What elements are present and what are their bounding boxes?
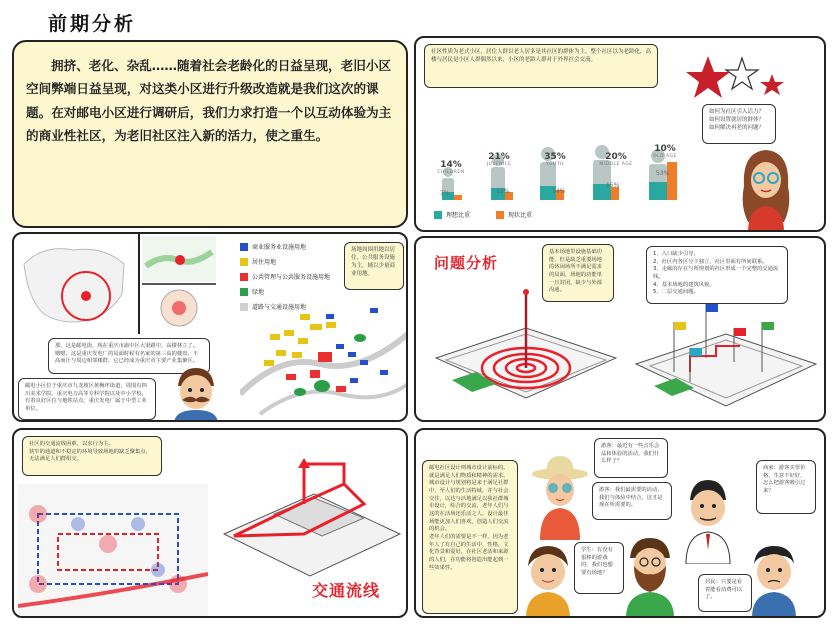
landuse-green: 绿地 [240, 287, 330, 296]
bearded-man-character [620, 536, 678, 618]
merchant-character [744, 542, 804, 618]
circulation-map [18, 484, 208, 616]
stat-middle-age: 20% MIDDLE AGE [599, 152, 633, 167]
sub-youth: 14% [552, 188, 566, 195]
woman-character [736, 146, 796, 232]
hat-woman-character [530, 454, 590, 540]
small-red-star-icon [760, 74, 784, 95]
location-bubble: 那，这是邮电街，现在重庆市渝中区大渠路中，高楼林立了。嗯嗯，这是重庆发电厂的局面时候有名家的第三高的楼盘，不高而让与周边相邻楼群，它已经成为重庆市主要产业集聚区。 [48, 338, 210, 374]
mustache-man-character [164, 364, 228, 422]
question-bubble: 如何为社区引入活力？ 如何设置就居的群体？ 如何解决再老的问题？ [702, 104, 776, 144]
location-dot-icon [81, 291, 91, 301]
quote-5: 居民：只要是看着能看消费可以了。 [698, 574, 752, 612]
landuse-commercial: 商业服务业设施用地 [240, 242, 330, 251]
stat-youth: 35% YOUTH [544, 152, 566, 167]
legend-current: 现状比重 [496, 210, 532, 219]
circulation-title: 交通流线 [312, 581, 381, 600]
stat-children: 14% CHILDREN [437, 160, 465, 175]
demographics-panel [414, 36, 826, 232]
red-star-icon [686, 56, 730, 98]
flag-5-icon [690, 348, 702, 356]
problem-building-flags [630, 302, 822, 420]
flag-1-icon [674, 322, 686, 330]
pin-head-icon [523, 289, 529, 295]
intro-text: 拥挤、老化、杂乱……随着社会老龄化的日益呈现，老旧小区空间弊端日益呈现，对这类小区进行升级改造就是我们这次的课题。在对邮电小区进行调研后，我们力求打造一个以互动体验为主的商业性社区，为老旧社区注入新的活力，使之重生。 [26, 58, 392, 144]
landuse-map [240, 294, 408, 418]
sub-middle-age: 15% [606, 182, 620, 189]
legend-ideal: 理想比重 [434, 210, 470, 219]
characters-panel [414, 428, 826, 618]
landuse-road: 道路与交通设施用地 [240, 302, 330, 311]
problem-list: 1、入口缺少引导。 2、社区内各区分下独立，社区里面有所间联系。 3、走廊的存在与所规划的社区形成一个完整的交通流线。 4、基本场地的建筑风貌。 5、二层交通间题。 [646, 246, 788, 304]
location-caption: 邮电小区位于重庆市九龙坡区黄桷坪街道，周围有四川美术学院、重庆电力高等专科学院以及中小学校，有着良好区位与地铁站点，重庆发电厂属于中型工业单位。 [18, 378, 156, 420]
problem-panel [414, 236, 826, 422]
resident-man-character [678, 478, 738, 564]
demographics-note: 社区性质为老式小区，居住人群以老人居多是其社区的群体为主，整个社区以为老龄化，高楼与居民是小区人群偶然以来，小区的老龄人群对于外界社会交流。 [424, 44, 658, 88]
current-swatch [496, 211, 504, 219]
quote-1: 游客：最近有一些音乐会品和体验的活动，我们什么样子？ [594, 438, 668, 478]
problem-bubble: 基本场地里设施基础功能、但是缺乏重要场地的休闲场所不满足需求的局面，场地的功能单一且封闭，缺少与外部沟通。 [542, 244, 614, 302]
landuse-bubble: 场地周围用地以居住、公共服务设施为主，辅以少量商业用地。 [344, 242, 404, 290]
location-panel [12, 232, 408, 422]
intro-panel [12, 40, 408, 228]
demographics-legend [434, 210, 532, 225]
sub-old-age: 53% [656, 170, 670, 177]
problem-building-target [426, 288, 622, 418]
flag-2-icon [706, 304, 718, 312]
outline-star-icon [726, 58, 758, 89]
quote-3: 学生：有没有很棒的游戏的，我们也想要有场地？ [574, 542, 624, 594]
quote-2: 游客：我们最需要的活动，我们与体验中结合，这才是现在所需要的。 [592, 482, 672, 520]
circulation-building [214, 444, 406, 594]
narration-bubble: 邮电社区设计则城市设计前标的。就是满足人们物质和精神的需求。 城市设计与规划将是来于满足社群中，至人们的生活特域，并与社会交往，以达与活地满足以我社群城市设计，综合的交流，老年人们与这的在活场还乐活之人，设计最佳场能更加人们喜欢，创造人们交流的机会。 老年人们的需要是不一样，因为老年人了有自己的生活中，性格，文化背景和爱好，在社区老活和来源的人们，在功能将创造出能起到一些效果性。 [422, 460, 518, 614]
quote-6: 商家：游客买票价格，生意不好好，怎么把游客吸引过来？ [756, 460, 816, 514]
circulation-panel [12, 428, 408, 618]
student-character [520, 542, 576, 618]
flag-3-icon [734, 328, 746, 336]
china-map [14, 234, 136, 334]
sub-juvenile: 12% [496, 188, 510, 195]
sub-children: 7% [440, 190, 450, 197]
landuse-residential: 居住用地 [240, 257, 330, 266]
city-map [142, 236, 216, 332]
problem-title: 问题分析 [434, 254, 499, 272]
circulation-bubble: 社区的交通流线困难，以求行为主。 狭窄的通道和不稳定的环境导致场地的缺乏聚集点，无法满足人们群组交。 [22, 436, 162, 476]
landuse-public: 公共管理与公共服务设施用地 [240, 272, 330, 281]
flag-4-icon [762, 322, 774, 330]
stat-juvenile: 21% JUVENILE [486, 152, 512, 167]
page-title: 前期分析 [48, 13, 137, 35]
stat-old-age: 10% OLD AGE [653, 144, 677, 159]
ideal-swatch [434, 211, 442, 219]
